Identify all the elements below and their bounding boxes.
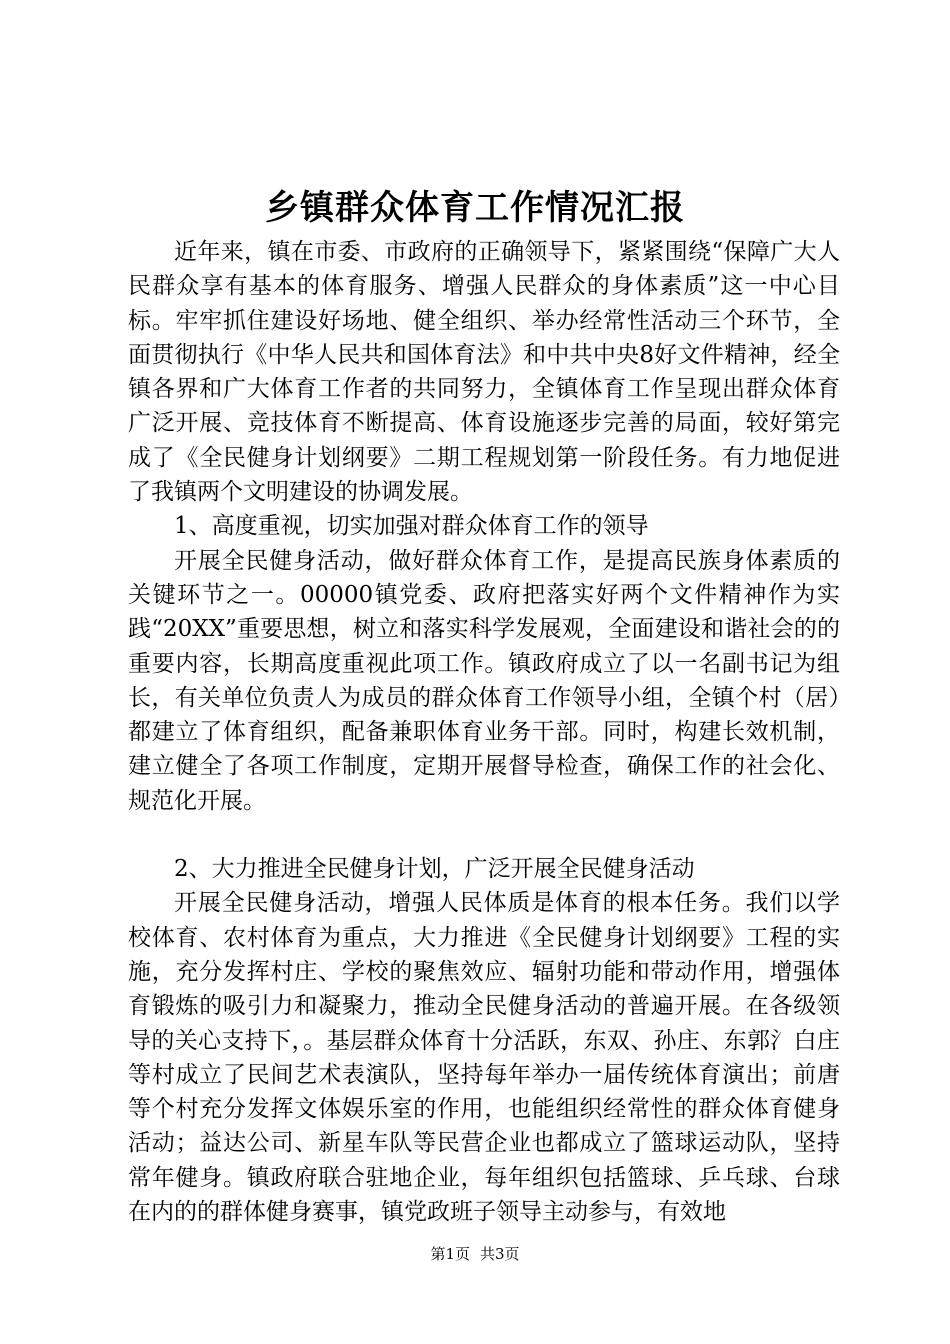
page-number: 第1页 — [430, 1245, 470, 1263]
body-paragraph: 开展全民健身活动，做好群众体育工作，是提高民族身体素质的关键环节之一。00000镇党委、政府把落实好两个文件精神作为实践“20XX”重要思想，树立和落实科学发展观，全面建设和谐社会的的重要内容，长期高度重视此项工作。镇政府成立了以一名副书记为组长，有关单位负责人为成员的群众体育工作领导小组，全镇个村（居）都建立了体育组织，配备兼职体育业务干部。同时，构建长效机制，建立健全了各项工作制度，定期开展督导检查，确保工作的社会化、规范化开展。 — [128, 547, 840, 814]
body-paragraph: 开展全民健身活动，增强人民体质是体育的根本任务。我们以学校体育、农村体育为重点，大力推进《全民健身计划纲要》工程的实施，充分发挥村庄、学校的聚焦效应、辐射功能和带动作用，增强体育锻炼的吸引力和凝聚力，推动全民健身活动的普遍开展。在各级领导的关心支持下，。基层群众体育十分活跃，东双、孙庄、东郭氵白庄等村成立了民间艺术表演队，坚持每年举办一届传统体育演出；前唐等个村充分发挥文体娱乐室的作用，也能组织经常性的群众体育健身活动；益达公司、新星车队等民营企业也都成立了篮球运动队，坚持常年健身。镇政府联合驻地企业，每年组织包括篮球、乒乓球、台球在内的的群体健身赛事，镇党政班子领导主动参与，有效地 — [128, 890, 840, 1226]
section-heading: 1、高度重视，切实加强对群众体育工作的领导 — [174, 513, 649, 540]
page-footer — [0, 1244, 950, 1264]
page-total: 共3页 — [480, 1245, 520, 1263]
section-heading: 2、大力推进全民健身计划，广泛开展全民健身活动 — [174, 856, 695, 883]
document-body — [128, 235, 840, 1229]
document-title: 乡镇群众体育工作情况汇报 — [265, 188, 685, 228]
body-paragraph: 近年来，镇在市委、市政府的正确领导下，紧紧围绕“保障广大人民群众享有基本的体育服务、增强人民群众的身体素质”这一中心目标。牢牢抓住建设好场地、健全组织、举办经常性活动三个环节，全面贯彻执行《中华人民共和国体育法》和中共中央8好文件精神，经全镇各界和广大体育工作者的共同努力，全镇体育工作呈现出群众体育广泛开展、竞技体育不断提高、体育设施逐步完善的局面，较好第完成了《全民健身计划纲要》二期工程规划第一阶段任务。有力地促进了我镇两个文明建设的协调发展。 — [128, 239, 840, 506]
